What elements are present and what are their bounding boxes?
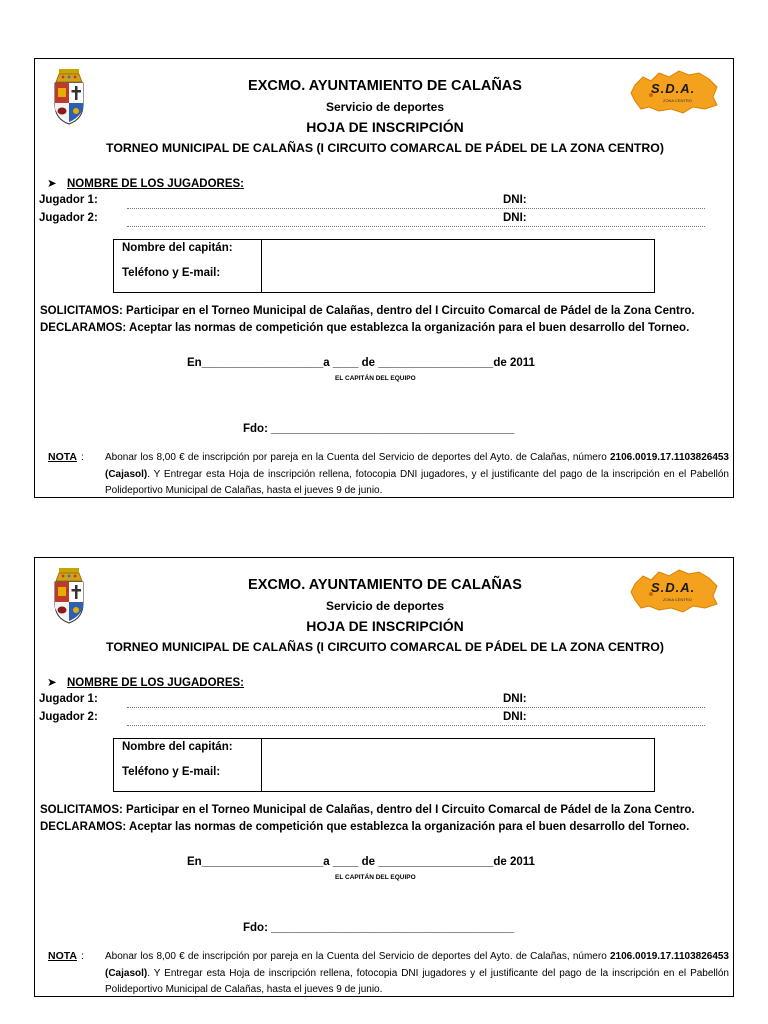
service-subtitle: Servicio de deportes xyxy=(325,100,445,114)
request-text: SOLICITAMOS: Participar en el Torneo Municipal de Calañas, dentro del I Circuito Comarcal de Pádel de la Zona Centro. xyxy=(40,804,695,816)
sda-logo-text: S.D.A. xyxy=(651,81,696,96)
player2-label: Jugador 2: xyxy=(39,711,98,723)
arrow-bullet-icon: ➤ xyxy=(47,178,57,190)
player1-label: Jugador 1: xyxy=(39,194,98,206)
tournament-title: TORNEO MUNICIPAL DE CALAÑAS (I CIRCUITO COMARCAL DE PÁDEL DE LA ZONA CENTRO) xyxy=(106,640,664,654)
sda-logo-subtext: ZONA CENTRO xyxy=(663,98,692,103)
player2-field[interactable] xyxy=(127,226,705,227)
signature-line[interactable]: Fdo: ______________________________________ xyxy=(243,922,515,934)
sda-logo-text: S.D.A. xyxy=(651,580,696,595)
sda-logo-subtext: ZONA CENTRO xyxy=(663,597,692,602)
captain-caption: EL CAPITÁN DEL EQUIPO xyxy=(335,874,416,881)
captain-name-label: Nombre del capitán: xyxy=(122,741,233,753)
captain-box xyxy=(113,239,655,293)
municipality-title: EXCMO. AYUNTAMIENTO DE CALAÑAS xyxy=(248,577,522,593)
note-text xyxy=(105,450,729,500)
declare-text: DECLARAMOS: Aceptar las normas de competición que establezca la organización para el buen desarrollo del Torneo. xyxy=(40,821,690,833)
players-heading xyxy=(47,675,244,689)
captain-contact-label: Teléfono y E-mail: xyxy=(122,766,221,778)
captain-field[interactable] xyxy=(262,240,654,292)
note-label: NOTA xyxy=(48,950,77,962)
players-heading-text: NOMBRE DE LOS JUGADORES: xyxy=(67,178,244,190)
municipality-title: EXCMO. AYUNTAMIENTO DE CALAÑAS xyxy=(248,78,522,94)
request-text: SOLICITAMOS: Participar en el Torneo Municipal de Calañas, dentro del I Circuito Comarcal de Pádel de la Zona Centro. xyxy=(40,305,695,317)
players-heading xyxy=(47,176,244,190)
player1-field[interactable] xyxy=(127,208,705,209)
player1-dni-label: DNI: xyxy=(503,693,527,705)
note-text xyxy=(105,949,729,999)
player2-dni-label: DNI: xyxy=(503,711,527,723)
note-label: NOTA xyxy=(48,451,77,463)
date-line[interactable]: En___________________a ____ de __________________de 2011 xyxy=(187,357,535,369)
player1-label: Jugador 1: xyxy=(39,693,98,705)
municipal-crest-icon xyxy=(49,67,89,127)
registration-form-2 xyxy=(34,557,734,997)
municipal-crest-icon xyxy=(49,566,89,626)
player2-label: Jugador 2: xyxy=(39,212,98,224)
player1-dni-label: DNI: xyxy=(503,194,527,206)
captain-box xyxy=(113,738,655,792)
service-subtitle: Servicio de deportes xyxy=(325,599,445,613)
player1-field[interactable] xyxy=(127,707,705,708)
note-account: 2106.0019.17.1103826453 (Cajasol) xyxy=(105,951,729,979)
sheet-title: HOJA DE INSCRIPCIÓN xyxy=(306,618,464,634)
player2-field[interactable] xyxy=(127,725,705,726)
players-heading-text: NOMBRE DE LOS JUGADORES: xyxy=(67,677,244,689)
tournament-title: TORNEO MUNICIPAL DE CALAÑAS (I CIRCUITO COMARCAL DE PÁDEL DE LA ZONA CENTRO) xyxy=(106,141,664,155)
note-part1: Abonar los 8,00 € de inscripción por pareja en la Cuenta del Servicio de deportes del Ayto. de Calañas, número xyxy=(105,452,610,463)
sheet-title: HOJA DE INSCRIPCIÓN xyxy=(306,119,464,135)
declare-text: DECLARAMOS: Aceptar las normas de competición que establezca la organización para el buen desarrollo del Torneo. xyxy=(40,322,690,334)
captain-name-label: Nombre del capitán: xyxy=(122,242,233,254)
note-part2: . Y Entregar esta Hoja de inscripción rellena, fotocopia DNI jugadores, y el justificante del pago de la inscripción en el Pabellón Polideportivo Municipal de Calañas, hasta el jueves 9 de junio. xyxy=(105,468,729,496)
arrow-bullet-icon: ➤ xyxy=(47,677,57,689)
signature-line[interactable]: Fdo: ______________________________________ xyxy=(243,423,515,435)
registration-form-1 xyxy=(34,58,734,498)
captain-contact-label: Teléfono y E-mail: xyxy=(122,267,221,279)
note-part2: . Y Entregar esta Hoja de inscripción rellena, fotocopia DNI jugadores y el justificante del pago de la inscripción en el Pabellón Polideportivo Municipal de Calañas, hasta el jueves 9 de junio. xyxy=(105,967,729,995)
player2-dni-label: DNI: xyxy=(503,212,527,224)
captain-caption: EL CAPITÁN DEL EQUIPO xyxy=(335,375,416,382)
note-part1: Abonar los 8,00 € de inscripción por pareja en la Cuenta del Servicio de deportes del Ayto. de Calañas, número xyxy=(105,951,610,962)
note-account: 2106.0019.17.1103826453 (Cajasol) xyxy=(105,452,729,480)
note-colon: : xyxy=(81,950,84,962)
date-line[interactable]: En___________________a ____ de __________________de 2011 xyxy=(187,856,535,868)
note-colon: : xyxy=(81,451,84,463)
captain-field[interactable] xyxy=(262,739,654,791)
